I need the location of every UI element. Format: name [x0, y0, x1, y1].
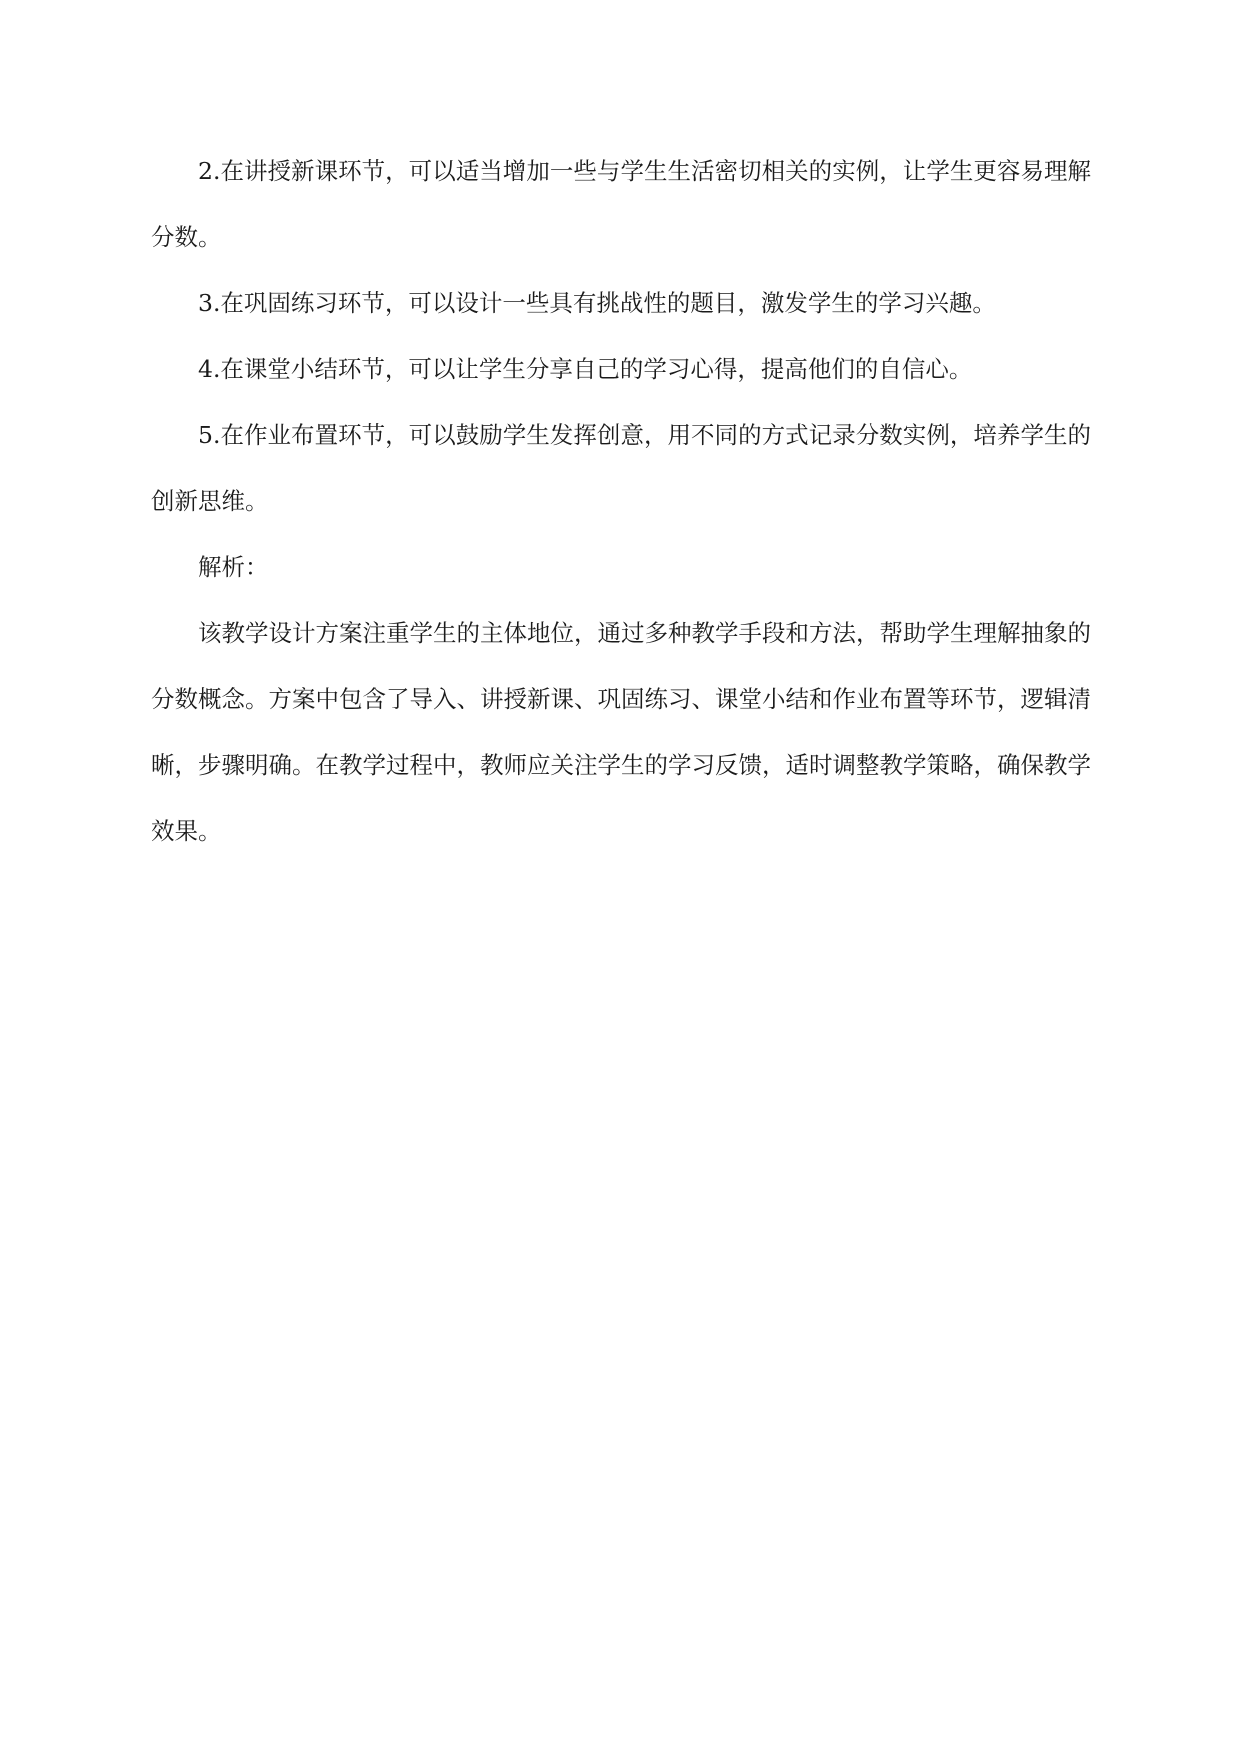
suggestion-item-3: 3.在巩固练习环节，可以设计一些具有挑战性的题目，激发学生的学习兴趣。 — [198, 289, 996, 317]
suggestion-item-2: 2.在讲授新课环节，可以适当增加一些与学生生活密切相关的实例，让学生更容易理解分数。 — [151, 157, 1091, 251]
document-body — [151, 138, 1091, 864]
suggestion-item-4: 4.在课堂小结环节，可以让学生分享自己的学习心得，提高他们的自信心。 — [198, 355, 973, 383]
suggestion-item-5: 5.在作业布置环节，可以鼓励学生发挥创意，用不同的方式记录分数实例，培养学生的创新思维。 — [151, 421, 1091, 515]
analysis-heading: 解析： — [198, 553, 269, 581]
analysis-paragraph: 该教学设计方案注重学生的主体地位，通过多种教学手段和方法，帮助学生理解抽象的分数概念。方案中包含了导入、讲授新课、巩固练习、课堂小结和作业布置等环节，逻辑清晰，步骤明确。在教学过程中，教师应关注学生的学习反馈，适时调整教学策略，确保教学效果。 — [151, 619, 1091, 845]
